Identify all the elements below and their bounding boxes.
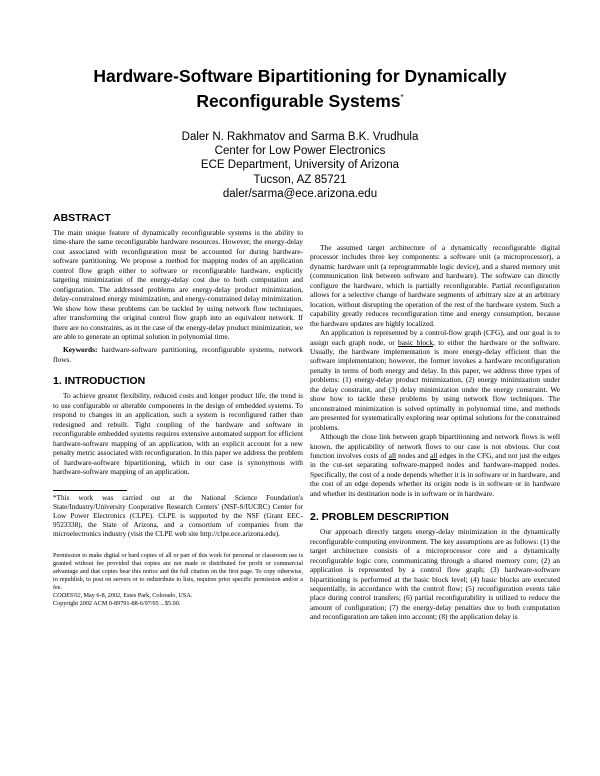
abstract-text: The main unique feature of dynamically reconfigurable systems is the ability to time-share the same reconfigurable hardware resources. However, the energy-delay cost associated with reconfiguration must be accounted for during hardware-software partitioning. We propose a method for mapping nodes of an application control flow graph either to software or reconfigurable hardware, explicitly targeting minimization of the energy-delay cost due to both computation and configuration. The addressed problems are energy-delay product minimization, delay-constrained energy minimization, and energy-constrained delay minimization. We show how these problems can be tackled by using network flow techniques, after transforming the original control flow graph into an equivalent network. If there are no constraints, as in the case of the energy-delay product minimization, we are able to generate an optimal solution in polynomial time. xyxy=(53,228,303,341)
basic-block-term: basic block xyxy=(398,337,434,347)
affiliation-center: Center for Low Power Electronics xyxy=(214,145,386,158)
introduction-heading: 1. INTRODUCTION xyxy=(53,375,146,388)
footnote-rule xyxy=(53,490,127,491)
nf-text-b: nodes and xyxy=(396,450,431,460)
affiliation-address: Tucson, AZ 85721 xyxy=(253,173,347,186)
abstract-heading: ABSTRACT xyxy=(53,212,111,224)
problem-description-heading: 2. PROBLEM DESCRIPTION xyxy=(310,511,449,524)
keywords xyxy=(53,345,303,364)
all-edges-term: all xyxy=(430,450,438,460)
all-nodes-term: all xyxy=(388,450,397,460)
cfg-text-a: An application is represented by a control-flow graph (CFG), and our goal is to assign each graph node, or xyxy=(310,328,560,347)
author-block xyxy=(100,130,500,201)
permission-text: Permission to make digital or hard copies of all or part of this work for personal or classroom use is granted without fee provided that copies are not made or distributed for profit or commercial advantage and that copies bear this notice and the full citation on the first page. To copy otherwise, to republish, to post on servers or to redistribute to lists, requires prior specific permission and/or a fee. xyxy=(53,552,303,592)
conference-line xyxy=(53,592,303,600)
title-footnote-mark: * xyxy=(400,93,404,102)
network-flow-paragraph xyxy=(310,432,560,498)
cfg-text-b: , to either the hardware or the software. Usually, the hardware implementation is more energy-delay efficient than the software implementation; however, the former invokes a hardware reconfiguration penalty in terms of both energy and delay. In this paper, we address three types of problems: (1) energy-delay product minimization, (2) energy minimization under the delay constraint, and (3) delay minimization under the energy constraint. We show how to tackle these problems by using network flow techniques. The unconstrained minimization is solved optimally in polynomial time, and methods are presented for systematically exploring near optimal solutions for the constrained problems. xyxy=(310,337,561,432)
copyright-line: Copyright 2002 ACM 0-89791-88-6/97/05 ...$5.00. xyxy=(53,600,181,608)
keywords-label: Keywords: xyxy=(63,345,98,355)
problem-description-text: Our approach directly targets energy-delay minimization in the dynamically reconfigurable computing environment. The key assumptions are as follows: (1) the target architecture consists of a microprocessor core and a dynamically reconfigurable logic core, communicating through a shared memory core; (2) an application is represented by a control flow graph; (3) hardware-software bipartitioning is performed at the basic block level; (4) basic blocks are executed sequentially, in accordance with the control flow; (5) reconfiguration events take place during control transfers; (6) partial reconfigurability is utilized to reduce the amount of configuration; (7) the energy-delay penalties due to both computation and reconfiguration are taken into account; (8) the application delay is xyxy=(310,527,560,622)
funding-footnote: *This work was carried out at the National Science Foundation's State/Industry/University Cooperative Research Centers' (NSF-S/IUCRC) Center for Low Power Electronics (CLPE). CLPE is supported by the NSF (Grant EEC-9523338), the State of Arizona, and a consortium of companies from the microelectronics industry (visit the CLPE web site http://clpe.ece.arizona.edu). xyxy=(53,494,303,538)
title-line-1: Hardware-Software Bipartitioning for Dynamically xyxy=(93,66,507,86)
keywords-text: hardware-software partitioning, reconfigurable systems, network flows. xyxy=(53,345,303,364)
paper-title xyxy=(60,66,540,112)
affiliation-department: ECE Department, University of Arizona xyxy=(200,159,400,172)
right-column xyxy=(310,243,560,622)
left-column xyxy=(53,212,303,608)
title-line-2-text: Reconfigurable Systems xyxy=(196,90,401,111)
conference-details: May 6-8, 2002, Estes Park, Colorado, USA. xyxy=(82,592,193,600)
architecture-paragraph: The assumed target architecture of a dynamically reconfigurable digital processor includes three key components: a software unit (a microprocessor), a dynamic hardware unit (a reprogrammable logic device), and a shared memory unit (communication link between software and hardware). The software can directly configure the hardware, which is partially reconfigurable. Partial reconfiguration allows for a selective change of hardware segments of arbitrary size at an arbitrary location, without disrupting the operation of the rest of the hardware system. Such a capability greatly reduces reconfiguration time and energy consumption, because the hardware updates are highly localized. xyxy=(310,243,560,328)
cfg-paragraph xyxy=(310,328,560,432)
author-email: daler/sarma@ece.arizona.edu xyxy=(222,187,378,200)
nf-text-c: edges in the CFG, and not just the edges in the cut-set separating software-mapped nodes and hardware-mapped nodes. Specifically, the cost of a node depends whether it is in software or in hardware, and the cost of an edge depends whether its origin node is in software or in hardware and whether its destination node is in software or in hardware. xyxy=(310,450,560,498)
title-line-2 xyxy=(60,87,540,112)
conference-name: CODES'02, xyxy=(53,592,82,600)
permission-notice xyxy=(53,552,303,608)
author-names: Daler N. Rakhmatov and Sarma B.K. Vrudhula xyxy=(181,131,419,143)
nf-text-a: Although the close link between graph bipartitioning and network flows is well known, the applicability of network flows to our case is not obvious. Our cost function involves costs of xyxy=(310,432,560,460)
introduction-text: To achieve greater flexibility, reduced costs and longer product life, the trend is to use configurable or alterable components in the design of embedded systems. To respond to changes in an application, such a system is reconfigured rather than redesigned and rebuilt. Tight coupling of the hardware and software in reconfigurable embedded systems requires extensive automated support for efficient hardware-software mapping of an application, with an explicit account for a new penalty metric associated with reconfiguration. In this paper we address the problem of hardware-software bipartitioning, which in our case is synonymous with hardware-software mapping of an application. xyxy=(53,391,303,476)
